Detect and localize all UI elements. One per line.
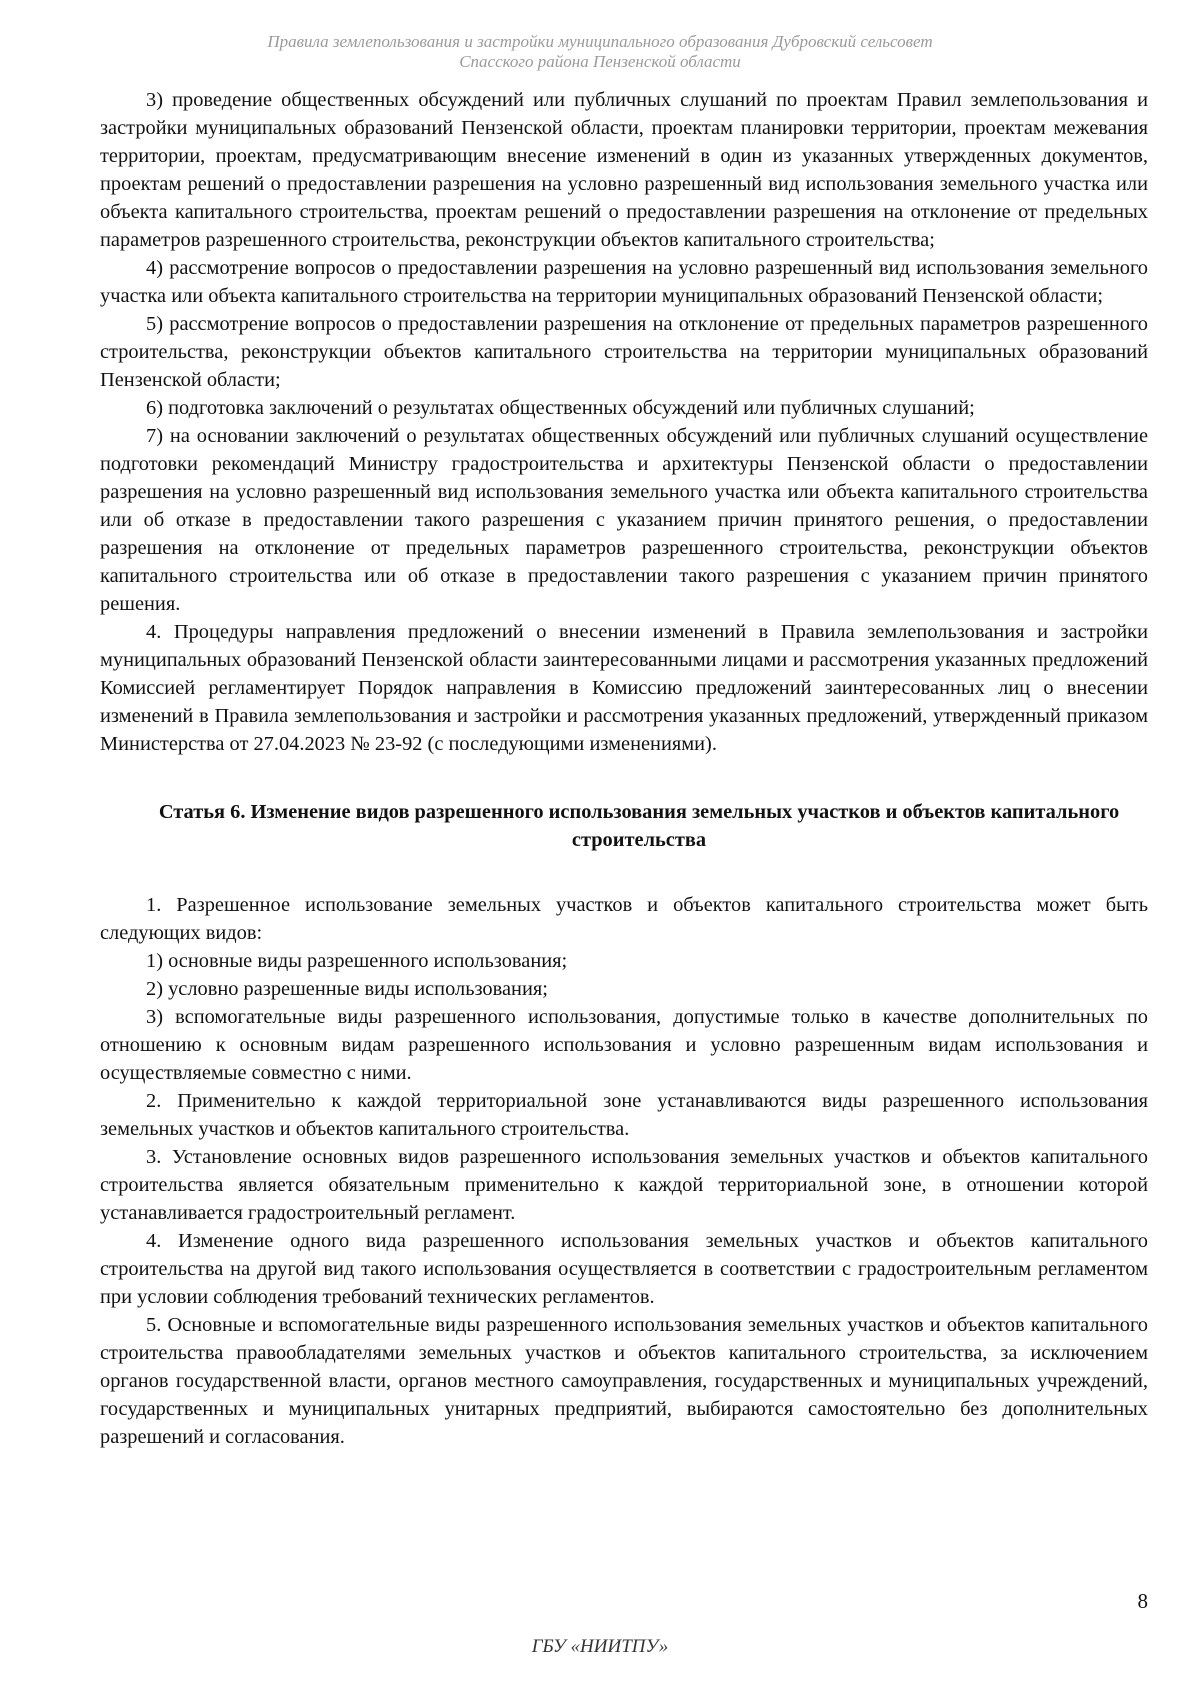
paragraph: 4. Изменение одного вида разрешенного использования земельных участков и объектов капитального строительства на другой вид такого использования осуществляется в соответствии с градостроительным регламентом при условии соблюдения требований технических регламентов. [100, 1230, 1148, 1308]
paragraph: 6) подготовка заключений о результатах общественных обсуждений или публичных слушаний; [146, 397, 975, 419]
running-footer: ГБУ «НИИТПУ» [531, 1636, 669, 1657]
paragraph: 5) рассмотрение вопросов о предоставлении разрешения на отклонение от предельных параметров разрешенного строительства, реконструкции объектов капитального строительства на территории муниципальных образований Пензенской области; [100, 313, 1148, 391]
paragraph: 1. Разрешенное использование земельных участков и объектов капитального строительства может быть следующих видов: [100, 894, 1148, 944]
paragraph: 7) на основании заключений о результатах общественных обсуждений или публичных слушаний осуществление подготовки рекомендаций Министру градостроительства и архитектуры Пензенской области о предоставлении разрешения на условно разрешенный вид использования земельного участка или объекта капитального строительства или об отказе в предоставлении такого разрешения с указанием причин принятого решения, о предоставлении разрешения на отклонение от предельных параметров разрешенного строительства, реконструкции объектов капитального строительства или об отказе в предоставлении такого разрешения с указанием причин принятого решения. [100, 425, 1148, 615]
paragraph: 3) вспомогательные виды разрешенного использования, допустимые только в качестве дополнительных по отношению к основным видам разрешенного использования и условно разрешенным видам использования и осуществляемые совместно с ними. [100, 1006, 1148, 1084]
paragraph: 5. Основные и вспомогательные виды разрешенного использования земельных участков и объектов капитального строительства правообладателями земельных участков и объектов капитального строительства, за исключением органов государственной власти, органов местного самоуправления, государственных и муниципальных учреждений, государственных и муниципальных унитарных предприятий, выбираются самостоятельно без дополнительных разрешений и согласования. [100, 1314, 1148, 1448]
paragraph: 3. Установление основных видов разрешенного использования земельных участков и объектов капитального строительства является обязательным применительно к каждой территориальной зоне, в отношении которой устанавливается градостроительный регламент. [100, 1146, 1148, 1224]
header-line-1: Правила землепользования и застройки муниципального образования Дубровский сельсовет [267, 32, 933, 51]
article-title: Статья 6. Изменение видов разрешенного использования земельных участков и объектов капитального строительства [158, 801, 1120, 851]
paragraph: 1) основные виды разрешенного использования; [146, 950, 568, 972]
paragraph: 3) проведение общественных обсуждений или публичных слушаний по проектам Правил землепользования и застройки муниципальных образований Пензенской области, проектам планировки территории, проектам межевания территории, проектам, предусматривающим внесение изменений в один из указанных утвержденных документов, проектам решений о предоставлении разрешения на условно разрешенный вид использования земельного участка или объекта капитального строительства, проектам решений о предоставлении разрешения на отклонение от предельных параметров разрешенного строительства, реконструкции объектов капитального строительства; [100, 89, 1148, 251]
paragraph: 2) условно разрешенные виды использования; [146, 978, 548, 1000]
body-text [100, 86, 1148, 1451]
paragraph: 2. Применительно к каждой территориальной зоне устанавливаются виды разрешенного использования земельных участков и объектов капитального строительства. [100, 1090, 1148, 1140]
paragraph: 4. Процедуры направления предложений о внесении изменений в Правила землепользования и застройки муниципальных образований Пензенской области заинтересованными лицами и рассмотрения указанных предложений Комиссией регламентирует Порядок направления в Комиссию предложений заинтересованных лиц о внесении изменений в Правила землепользования и застройки и рассмотрения указанных предложений, утвержденный приказом Министерства от 27.04.2023 № 23-92 (с последующими изменениями). [100, 621, 1148, 755]
header-line-2: Спасского района Пензенской области [459, 52, 741, 71]
paragraph: 4) рассмотрение вопросов о предоставлении разрешения на условно разрешенный вид использования земельного участка или объекта капитального строительства на территории муниципальных образований Пензенской области; [100, 257, 1148, 307]
page-number: 8 [1137, 1589, 1148, 1613]
running-header [100, 32, 1100, 72]
